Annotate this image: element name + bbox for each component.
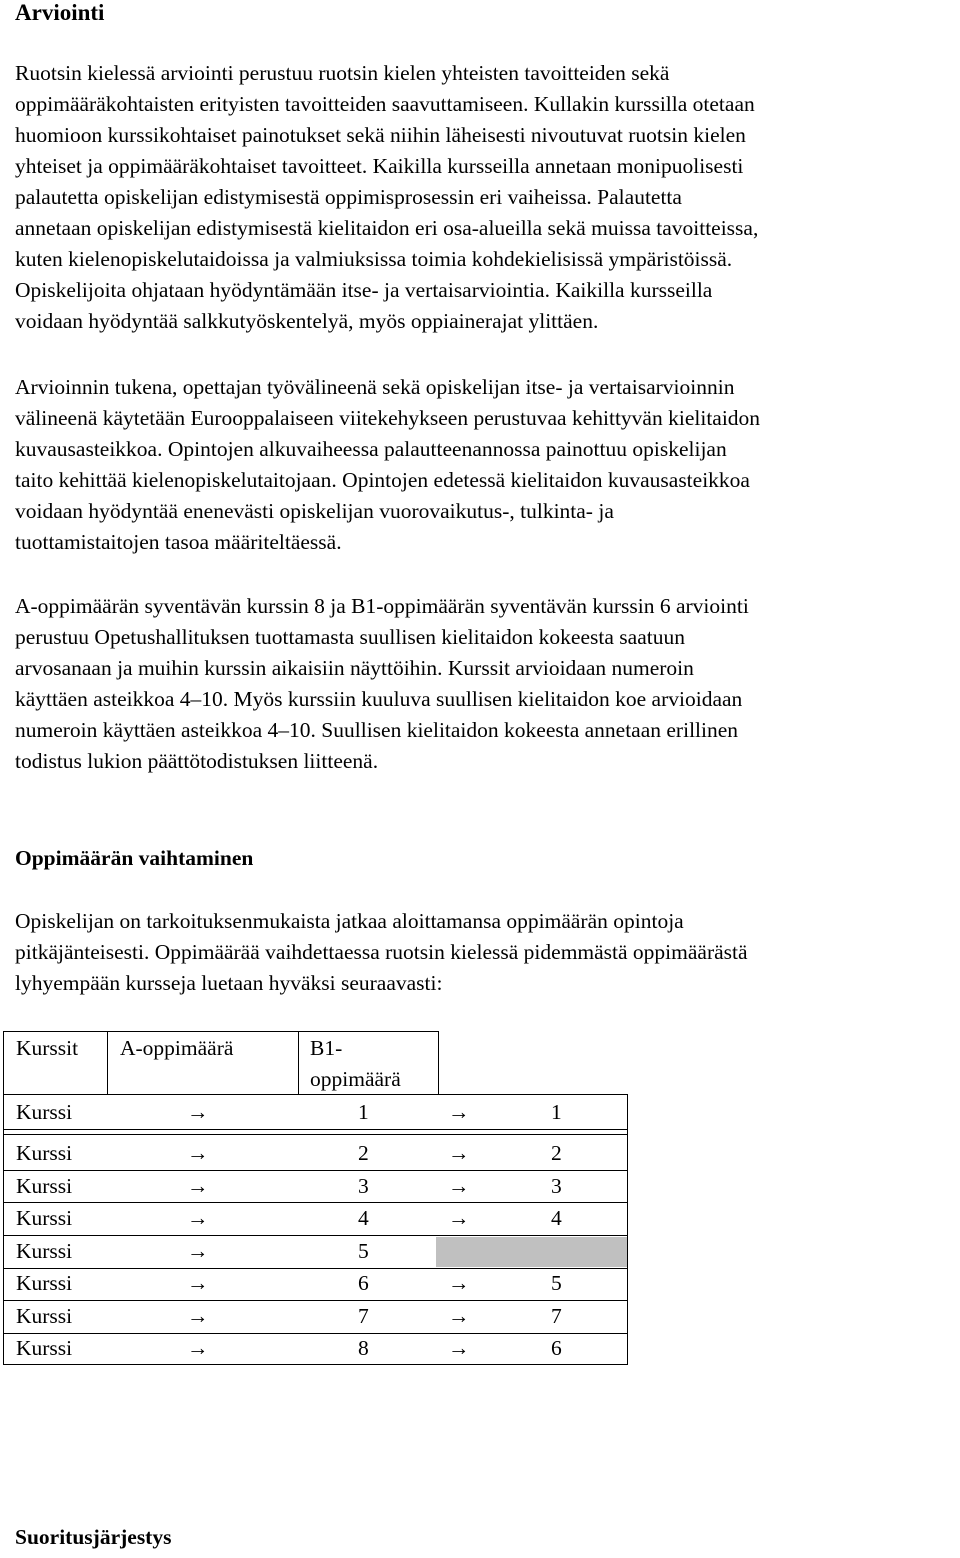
table-border <box>298 1031 299 1095</box>
table-border <box>3 1268 628 1269</box>
text-line: palautetta opiskelijan edistymisestä oppimisprosessin eri vaiheissa. Palautetta <box>15 185 682 209</box>
table-cell-a-value: 8 <box>358 1336 369 1360</box>
arrow-icon: → <box>448 1174 470 1198</box>
table-header-a-oppimaara: A-oppimäärä <box>120 1036 234 1060</box>
text-line: yhteiset ja oppimääräkohtaiset tavoitteet. Kaikilla kursseilla annetaan monipuolisesti <box>15 154 744 178</box>
heading-suoritusjarjestys: Suoritusjärjestys <box>15 1525 172 1549</box>
table-row-label: Kurssi <box>16 1304 73 1328</box>
table-border <box>107 1031 108 1095</box>
heading-arviointi: Arviointi <box>15 0 105 25</box>
table-border <box>3 1094 628 1095</box>
text-line: voidaan hyödyntää enenevästi opiskelijan vuorovaikutus-, tulkinta- ja <box>15 499 614 523</box>
text-line: Ruotsin kielessä arviointi perustuu ruotsin kielen yhteisten tavoitteiden sekä <box>15 61 670 85</box>
arrow-icon: → <box>187 1271 209 1295</box>
table-row-label: Kurssi <box>16 1174 73 1198</box>
table-border <box>3 1031 439 1032</box>
table-border <box>3 1129 628 1130</box>
arrow-icon: → <box>448 1141 470 1165</box>
table-row-label: Kurssi <box>16 1271 73 1295</box>
text-line: huomioon kurssikohtaiset painotukset sekä niihin läheisesti nivoutuvat ruotsin kielen <box>15 123 746 147</box>
text-line: todistus lukion päättötodistuksen liitteenä. <box>15 749 379 773</box>
table-cell-b-value: 3 <box>551 1174 562 1198</box>
text-line: taito kehittää kielenopiskelutaitojaan. Opintojen edetessä kielitaidon kuvausasteikkoa <box>15 468 750 492</box>
text-line: käyttäen asteikkoa 4–10. Myös kurssiin kuuluva suullisen kielitaidon koe arvioidaan <box>15 687 743 711</box>
table-header-b1-oppimaara: oppimäärä <box>310 1067 401 1091</box>
text-line: perustuu Opetushallituksen tuottamasta suullisen kielitaidon kokeesta saatuun <box>15 625 685 649</box>
paragraph-arviointi-2 <box>15 372 955 558</box>
table-cell-a-value: 3 <box>358 1174 369 1198</box>
empty-shaded-cell <box>436 1237 627 1267</box>
paragraph-arviointi-1 <box>15 58 955 337</box>
text-line: annetaan opiskelijan edistymisestä kielitaidon eri osa-alueilla sekä muissa tavoitteissa, <box>15 216 759 240</box>
text-line: voidaan hyödyntää salkkutyöskentelyä, myös oppiainerajat ylittäen. <box>15 309 599 333</box>
text-line: kuten kielenopiskelutaidoissa ja valmiuksissa toimia kohdekielisissä ympäristöissä. <box>15 247 733 271</box>
arrow-icon: → <box>448 1336 470 1360</box>
text-line: kuvausasteikkoa. Opintojen alkuvaiheessa palautteenannossa painottuu opiskelijan <box>15 437 727 461</box>
table-cell-b-value: 5 <box>551 1271 562 1295</box>
table-cell-b-value: 6 <box>551 1336 562 1360</box>
text-line: arvosanaan ja muihin kurssin aikaisiin näyttöihin. Kurssit arvioidaan numeroin <box>15 656 694 680</box>
arrow-icon: → <box>187 1206 209 1230</box>
table-cell-a-value: 4 <box>358 1206 369 1230</box>
table-border <box>3 1364 628 1365</box>
arrow-icon: → <box>187 1100 209 1124</box>
table-border <box>3 1300 628 1301</box>
table-cell-a-value: 2 <box>358 1141 369 1165</box>
arrow-icon: → <box>448 1271 470 1295</box>
table-row-label: Kurssi <box>16 1141 73 1165</box>
arrow-icon: → <box>448 1304 470 1328</box>
text-line: Opiskelijan on tarkoituksenmukaista jatkaa aloittamansa oppimäärän opintoja <box>15 909 684 933</box>
table-cell-a-value: 1 <box>358 1100 369 1124</box>
table-row-label: Kurssi <box>16 1100 73 1124</box>
text-line: oppimääräkohtaisten erityisten tavoitteiden saavuttamiseen. Kullakin kurssilla otetaan <box>15 92 755 116</box>
table-border <box>3 1170 628 1171</box>
table-cell-b-value: 2 <box>551 1141 562 1165</box>
course-equivalence-table <box>3 1031 628 1365</box>
table-row-label: Kurssi <box>16 1336 73 1360</box>
text-line: numeroin käyttäen asteikkoa 4–10. Suullisen kielitaidon kokeesta annetaan erillinen <box>15 718 739 742</box>
table-border <box>3 1202 628 1203</box>
paragraph-vaihtaminen <box>15 906 955 999</box>
arrow-icon: → <box>187 1141 209 1165</box>
table-header-kurssit: Kurssit <box>16 1036 79 1060</box>
table-border <box>3 1031 4 1365</box>
table-row-label: Kurssi <box>16 1206 73 1230</box>
arrow-icon: → <box>448 1206 470 1230</box>
paragraph-arviointi-3 <box>15 591 955 777</box>
table-border <box>438 1031 439 1095</box>
table-cell-a-value: 7 <box>358 1304 369 1328</box>
text-line: välineenä käytetään Eurooppalaiseen viitekehykseen perustuvaa kehittyvän kielitaidon <box>15 406 761 430</box>
arrow-icon: → <box>187 1239 209 1263</box>
table-border <box>3 1235 628 1236</box>
arrow-icon: → <box>187 1304 209 1328</box>
text-line: tuottamistaitojen tasoa määriteltäessä. <box>15 530 342 554</box>
table-cell-b-value: 1 <box>551 1100 562 1124</box>
table-border <box>3 1333 628 1334</box>
table-border <box>3 1134 628 1135</box>
arrow-icon: → <box>187 1336 209 1360</box>
text-line: Arvioinnin tukena, opettajan työvälineenä sekä opiskelijan itse- ja vertaisarvioinnin <box>15 375 735 399</box>
text-line: Opiskelijoita ohjataan hyödyntämään itse- ja vertaisarviointia. Kaikilla kursseilla <box>15 278 713 302</box>
table-cell-a-value: 5 <box>358 1239 369 1263</box>
arrow-icon: → <box>448 1100 470 1124</box>
table-header-b1: B1- <box>310 1036 343 1060</box>
text-line: A-oppimäärän syventävän kurssin 8 ja B1-oppimäärän syventävän kurssin 6 arviointi <box>15 594 749 618</box>
text-line: pitkäjänteisesti. Oppimäärää vaihdettaessa ruotsin kielessä pidemmästä oppimäärästä <box>15 940 748 964</box>
heading-oppimaaran-vaihtaminen: Oppimäärän vaihtaminen <box>15 846 254 870</box>
table-cell-b-value: 7 <box>551 1304 562 1328</box>
text-line: lyhyempään kursseja luetaan hyväksi seuraavasti: <box>15 971 443 995</box>
table-row-label: Kurssi <box>16 1239 73 1263</box>
table-cell-a-value: 6 <box>358 1271 369 1295</box>
table-cell-b-value: 4 <box>551 1206 562 1230</box>
arrow-icon: → <box>187 1174 209 1198</box>
